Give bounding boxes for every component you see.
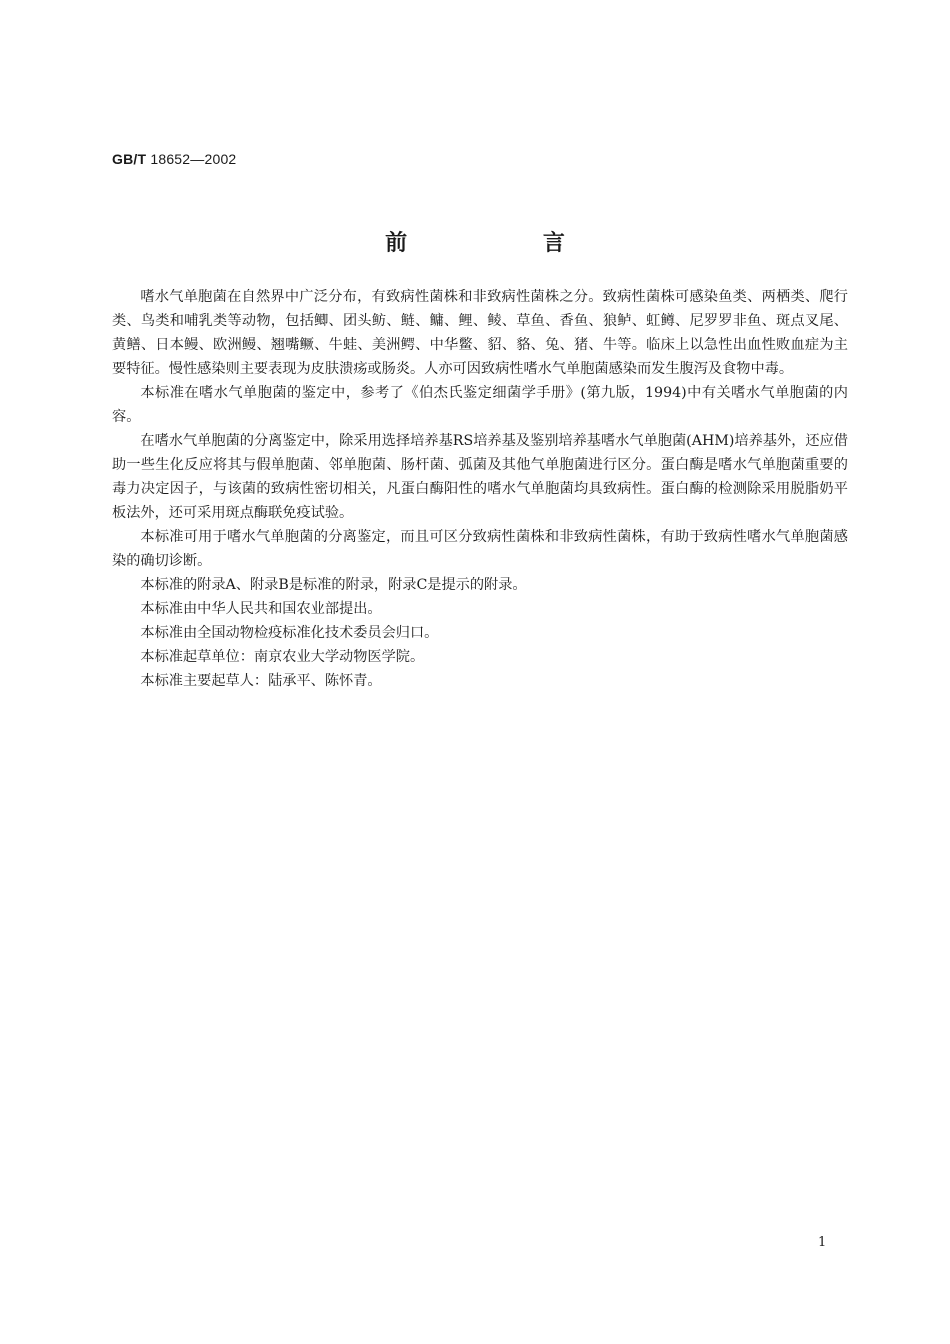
paragraph-4: 本标准可用于嗜水气单胞菌的分离鉴定，而且可区分致病性菌株和非致病性菌株，有助于致病性嗜水气单胞菌感染的确切诊断。 [112, 529, 848, 569]
paragraph-3: 在嗜水气单胞菌的分离鉴定中，除采用选择培养基RS培养基及鉴别培养基嗜水气单胞菌(AHM)培养基外，还应借助一些生化反应将其与假单胞菌、邻单胞菌、肠杆菌、弧菌及其他气单胞菌进行区分。蛋白酶是嗜水气单胞菌重要的毒力决定因子，与该菌的致病性密切相关，凡蛋白酶阳性的嗜水气单胞菌均具致病性。蛋白酶的检测除采用脱脂奶平板法外，还可采用斑点酶联免疫试验。 [112, 433, 848, 521]
foreword-body [112, 285, 848, 693]
paragraph-8: 本标准起草单位：南京农业大学动物医学院。 [140, 649, 425, 665]
page-number: 1 [818, 1235, 827, 1250]
paragraph-2: 本标准在嗜水气单胞菌的鉴定中，参考了《伯杰氏鉴定细菌学手册》(第九版，1994)中有关嗜水气单胞菌的内容。 [112, 385, 848, 425]
standard-code-number: 18652—2002 [150, 151, 237, 167]
page-title: 前 言 [385, 231, 629, 256]
paragraph-7: 本标准由全国动物检疫标准化技术委员会归口。 [140, 625, 439, 641]
paragraph-1: 嗜水气单胞菌在自然界中广泛分布，有致病性菌株和非致病性菌株之分。致病性菌株可感染鱼类、两栖类、爬行类、鸟类和哺乳类等动物，包括鲫、团头鲂、鲢、鳙、鲤、鲮、草鱼、香鱼、狼鲈、虹鳟、尼罗罗非鱼、斑点叉尾、黄鳝、日本鳗、欧洲鳗、翘嘴鳜、牛蛙、美洲鳄、中华鳖、貂、貉、兔、猪、牛等。临床上以急性出血性败血症为主要特征。慢性感染则主要表现为皮肤溃疡或肠炎。人亦可因致病性嗜水气单胞菌感染而发生腹泻及食物中毒。 [112, 289, 848, 377]
paragraph-5: 本标准的附录A、附录B是标准的附录，附录C是提示的附录。 [140, 577, 527, 593]
paragraph-6: 本标准由中华人民共和国农业部提出。 [140, 601, 382, 617]
paragraph-9: 本标准主要起草人：陆承平、陈怀青。 [140, 673, 382, 689]
standard-code [112, 151, 236, 167]
standard-code-prefix: GB/T [112, 151, 147, 167]
